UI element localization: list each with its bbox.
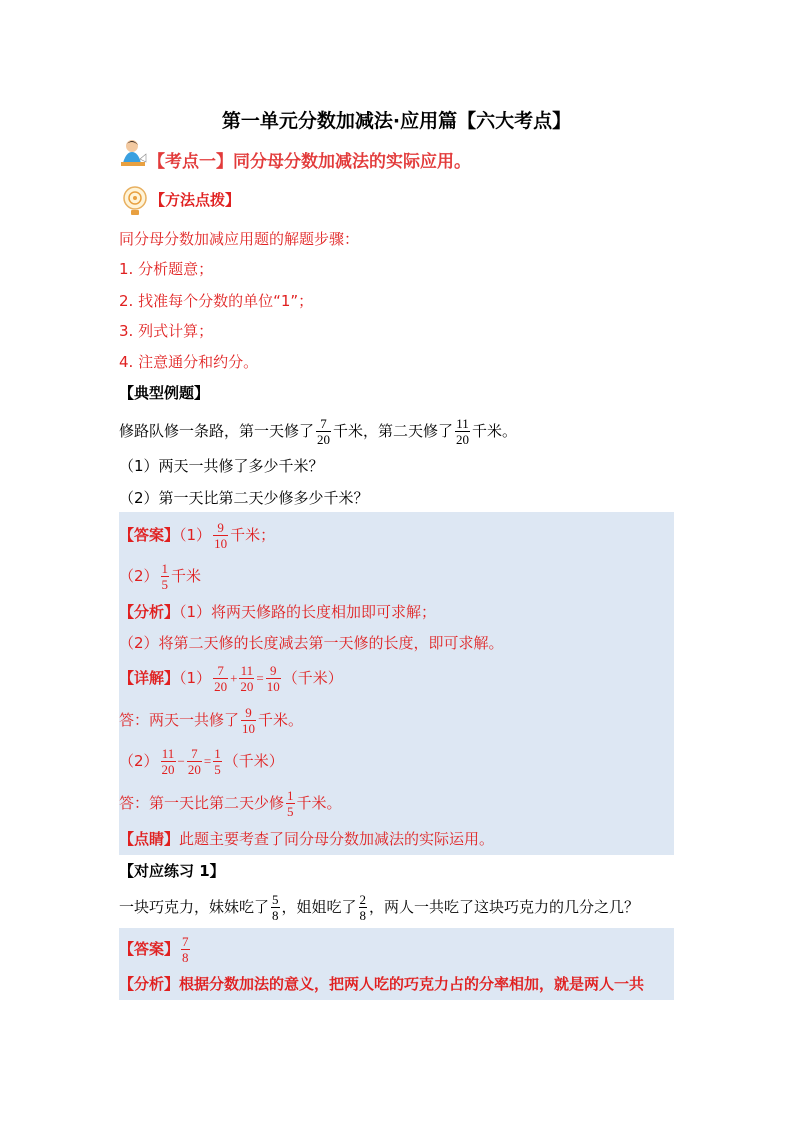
answer-statement-1: 答：两天一共修了 $\frac{9}{10}$ 千米。 <box>119 705 304 736</box>
method-step-3: 3. 列式计算； <box>119 322 214 340</box>
example-question-1: （1）两天一共修了多少千米？ <box>119 457 324 475</box>
method-intro: 同分母分数加减应用题的解题步骤： <box>119 230 360 248</box>
example-header: 【典型例题】 <box>119 384 210 402</box>
practice-problem: 一块巧克力，妹妹吃了 $\frac{5}{8}$ ，姐姐吃了 $\frac{2}{8}$ ，两人一共吃了这块巧克力的几分之几？ <box>119 892 640 923</box>
analysis-line-2: （2）将第二天修的长度减去第一天修的长度，即可求解。 <box>119 634 504 652</box>
answer-statement-2: 答：第一天比第二天少修 $\frac{1}{5}$ 千米。 <box>119 788 342 819</box>
example-problem: 修路队修一条路，第一天修了 $\frac{7}{20}$ 千米，第二天修了 $\frac{11}{20}$ 千米。 <box>119 416 518 447</box>
student-reading-icon <box>118 137 148 171</box>
answer2-analysis: 【分析】根据分数加法的意义，把两人吃的巧克力占的分率相加，就是两人一共 <box>119 975 645 993</box>
fraction: $\frac{11}{20}$ <box>456 416 470 447</box>
page-title: 第一单元分数加减法·应用篇【六大考点】 <box>221 110 572 132</box>
answer-line-2: （2） $\frac{1}{5}$ 千米 <box>119 561 202 592</box>
detail-line-2: （2） $\frac{11}{20}$ − $\frac{7}{20}$ = $\frac{1}{5}$ （千米） <box>119 746 284 777</box>
fraction: $\frac{7}{20}$ <box>317 416 331 447</box>
answer2-line: 【答案】 $\frac{7}{8}$ <box>119 934 189 965</box>
example-question-2: （2）第一天比第二天少修多少千米？ <box>119 489 369 507</box>
answer-line-1: 【答案】（1） $\frac{9}{10}$ 千米； <box>119 520 276 551</box>
method-step-2: 2. 找准每个分数的单位“1”； <box>119 292 314 310</box>
practice-header: 【对应练习 1】 <box>119 862 225 880</box>
kaodian-heading: 【考点一】同分母分数加减法的实际应用。 <box>148 152 471 172</box>
lightbulb-icon <box>120 185 150 217</box>
method-step-1: 1. 分析题意； <box>119 260 214 278</box>
comment-line: 【点睛】此题主要考查了同分母分数加减法的实际运用。 <box>119 830 495 848</box>
method-step-4: 4. 注意通分和约分。 <box>119 353 259 371</box>
analysis-line-1: 【分析】（1）将两天修路的长度相加即可求解； <box>119 603 437 621</box>
detail-line-1: 【详解】（1） $\frac{7}{20}$ + $\frac{11}{20}$ = $\frac{9}{10}$ （千米） <box>119 663 343 694</box>
method-header: 【方法点拨】 <box>150 191 241 209</box>
